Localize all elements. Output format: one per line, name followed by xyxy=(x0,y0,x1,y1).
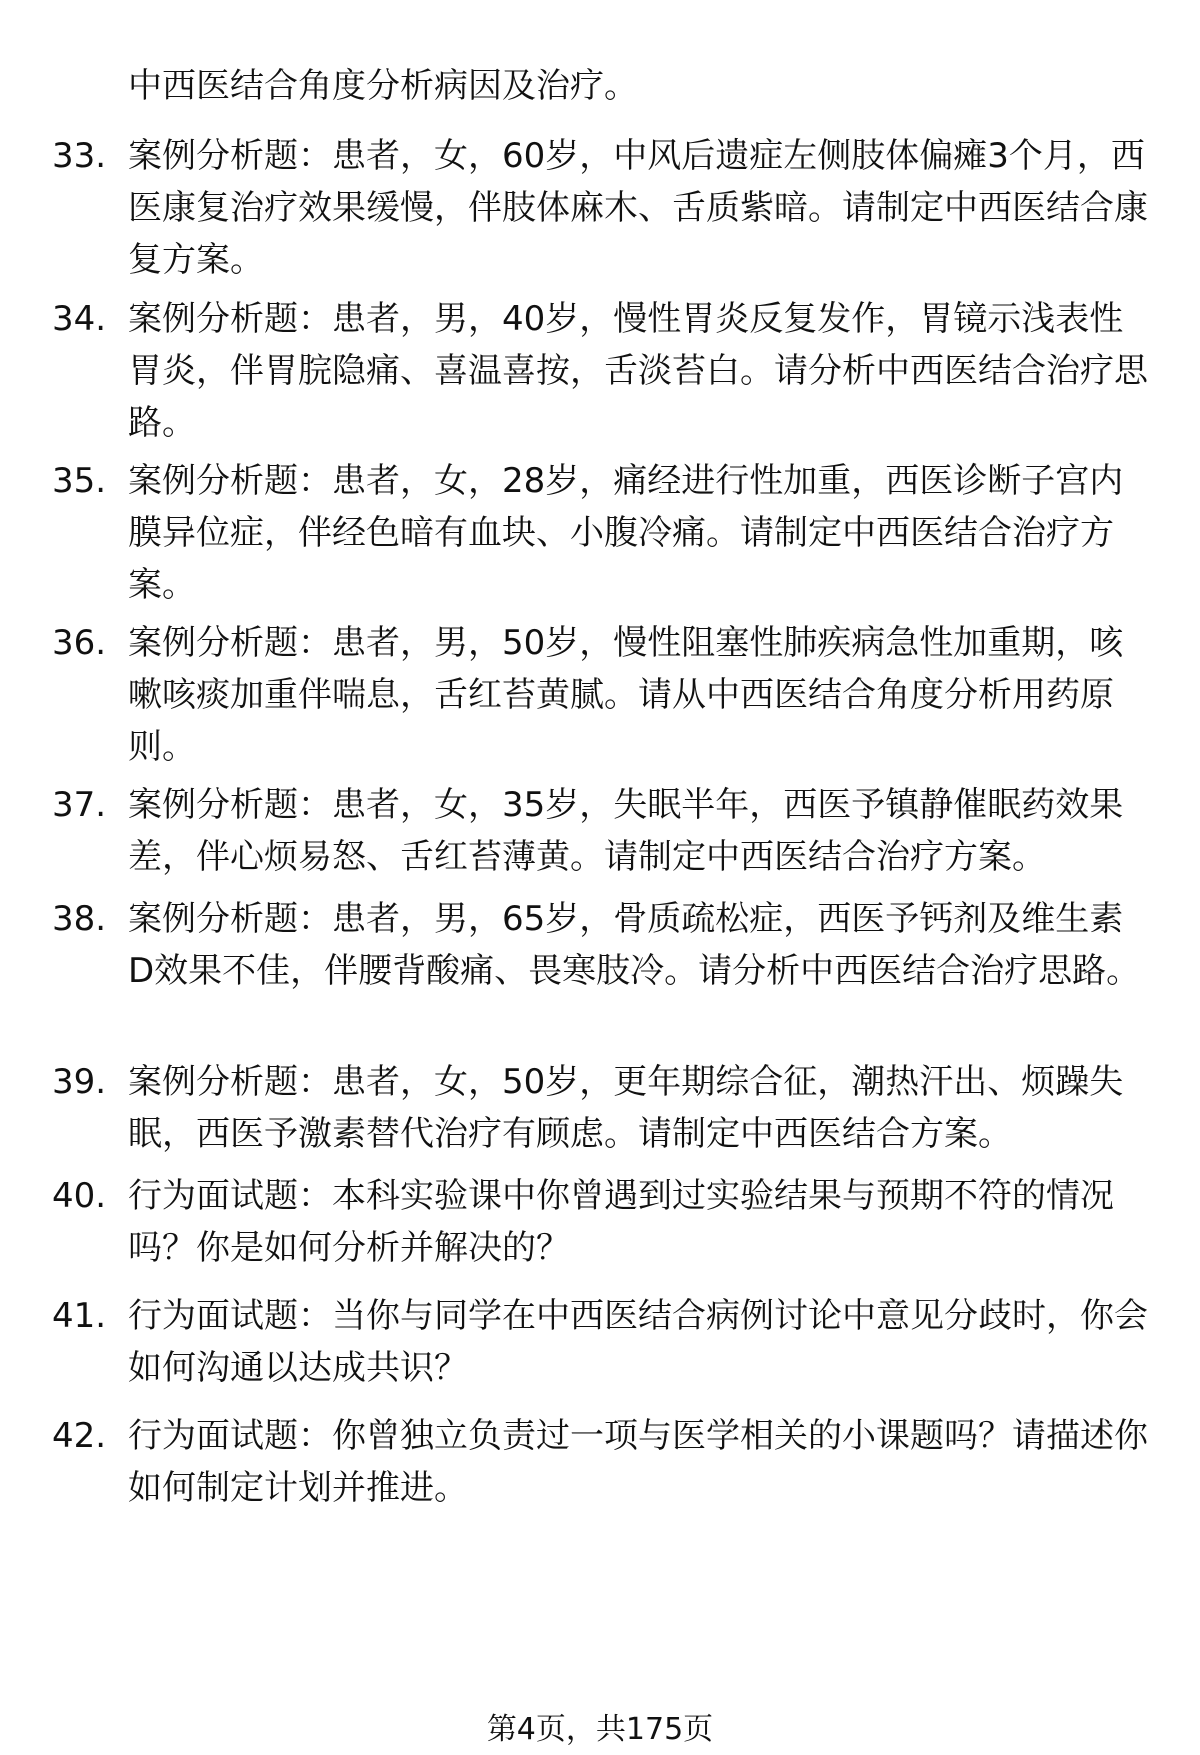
question-text: 行为面试题：你曾独立负责过一项与医学相关的小课题吗？请描述你如何制定计划并推进。 xyxy=(128,1416,1148,1508)
question-number: 38. xyxy=(52,899,107,939)
question-40 xyxy=(52,1170,1152,1274)
question-text: 行为面试题：本科实验课中你曾遇到过实验结果与预期不符的情况吗？你是如何分析并解决的？ xyxy=(128,1176,1114,1268)
question-number: 42. xyxy=(52,1416,107,1456)
question-38 xyxy=(52,893,1152,997)
question-35 xyxy=(52,455,1152,611)
page-footer: 第4页，共175页 xyxy=(486,1712,714,1747)
question-text: 案例分析题：患者，男，40岁，慢性胃炎反复发作，胃镜示浅表性胃炎，伴胃脘隐痛、喜温喜按，舌淡苔白。请分析中西医结合治疗思路。 xyxy=(128,299,1148,443)
question-number: 37. xyxy=(52,785,107,825)
question-text: 案例分析题：患者，女，35岁，失眠半年，西医予镇静催眠药效果差，伴心烦易怒、舌红苔薄黄。请制定中西医结合治疗方案。 xyxy=(128,785,1124,877)
question-33 xyxy=(52,130,1152,286)
question-39 xyxy=(52,1056,1152,1160)
question-text: 行为面试题：当你与同学在中西医结合病例讨论中意见分歧时，你会如何沟通以达成共识？ xyxy=(128,1296,1148,1388)
question-37 xyxy=(52,779,1152,883)
question-text: 案例分析题：患者，男，65岁，骨质疏松症，西医予钙剂及维生素D效果不佳，伴腰背酸痛、畏寒肢冷。请分析中西医结合治疗思路。 xyxy=(128,899,1141,991)
question-text: 案例分析题：患者，女，28岁，痛经进行性加重，西医诊断子宫内膜异位症，伴经色暗有血块、小腹冷痛。请制定中西医结合治疗方案。 xyxy=(128,461,1124,605)
question-42 xyxy=(52,1410,1152,1514)
question-36 xyxy=(52,617,1152,773)
question-text: 案例分析题：患者，男，50岁，慢性阻塞性肺疾病急性加重期，咳嗽咳痰加重伴喘息，舌红苔黄腻。请从中西医结合角度分析用药原则。 xyxy=(128,623,1124,767)
question-text: 案例分析题：患者，女，60岁，中风后遗症左侧肢体偏瘫3个月，西医康复治疗效果缓慢，伴肢体麻木、舌质紫暗。请制定中西医结合康复方案。 xyxy=(128,136,1148,280)
continued-text: 中西医结合角度分析病因及治疗。 xyxy=(128,66,638,106)
question-number: 36. xyxy=(52,623,107,663)
question-number: 33. xyxy=(52,136,107,176)
question-34 xyxy=(52,293,1152,449)
question-number: 35. xyxy=(52,461,107,501)
question-number: 34. xyxy=(52,299,107,339)
question-41 xyxy=(52,1290,1152,1394)
question-number: 40. xyxy=(52,1176,107,1216)
question-text: 案例分析题：患者，女，50岁，更年期综合征，潮热汗出、烦躁失眠，西医予激素替代治疗有顾虑。请制定中西医结合方案。 xyxy=(128,1062,1124,1154)
question-number: 39. xyxy=(52,1062,107,1102)
question-number: 41. xyxy=(52,1296,107,1336)
